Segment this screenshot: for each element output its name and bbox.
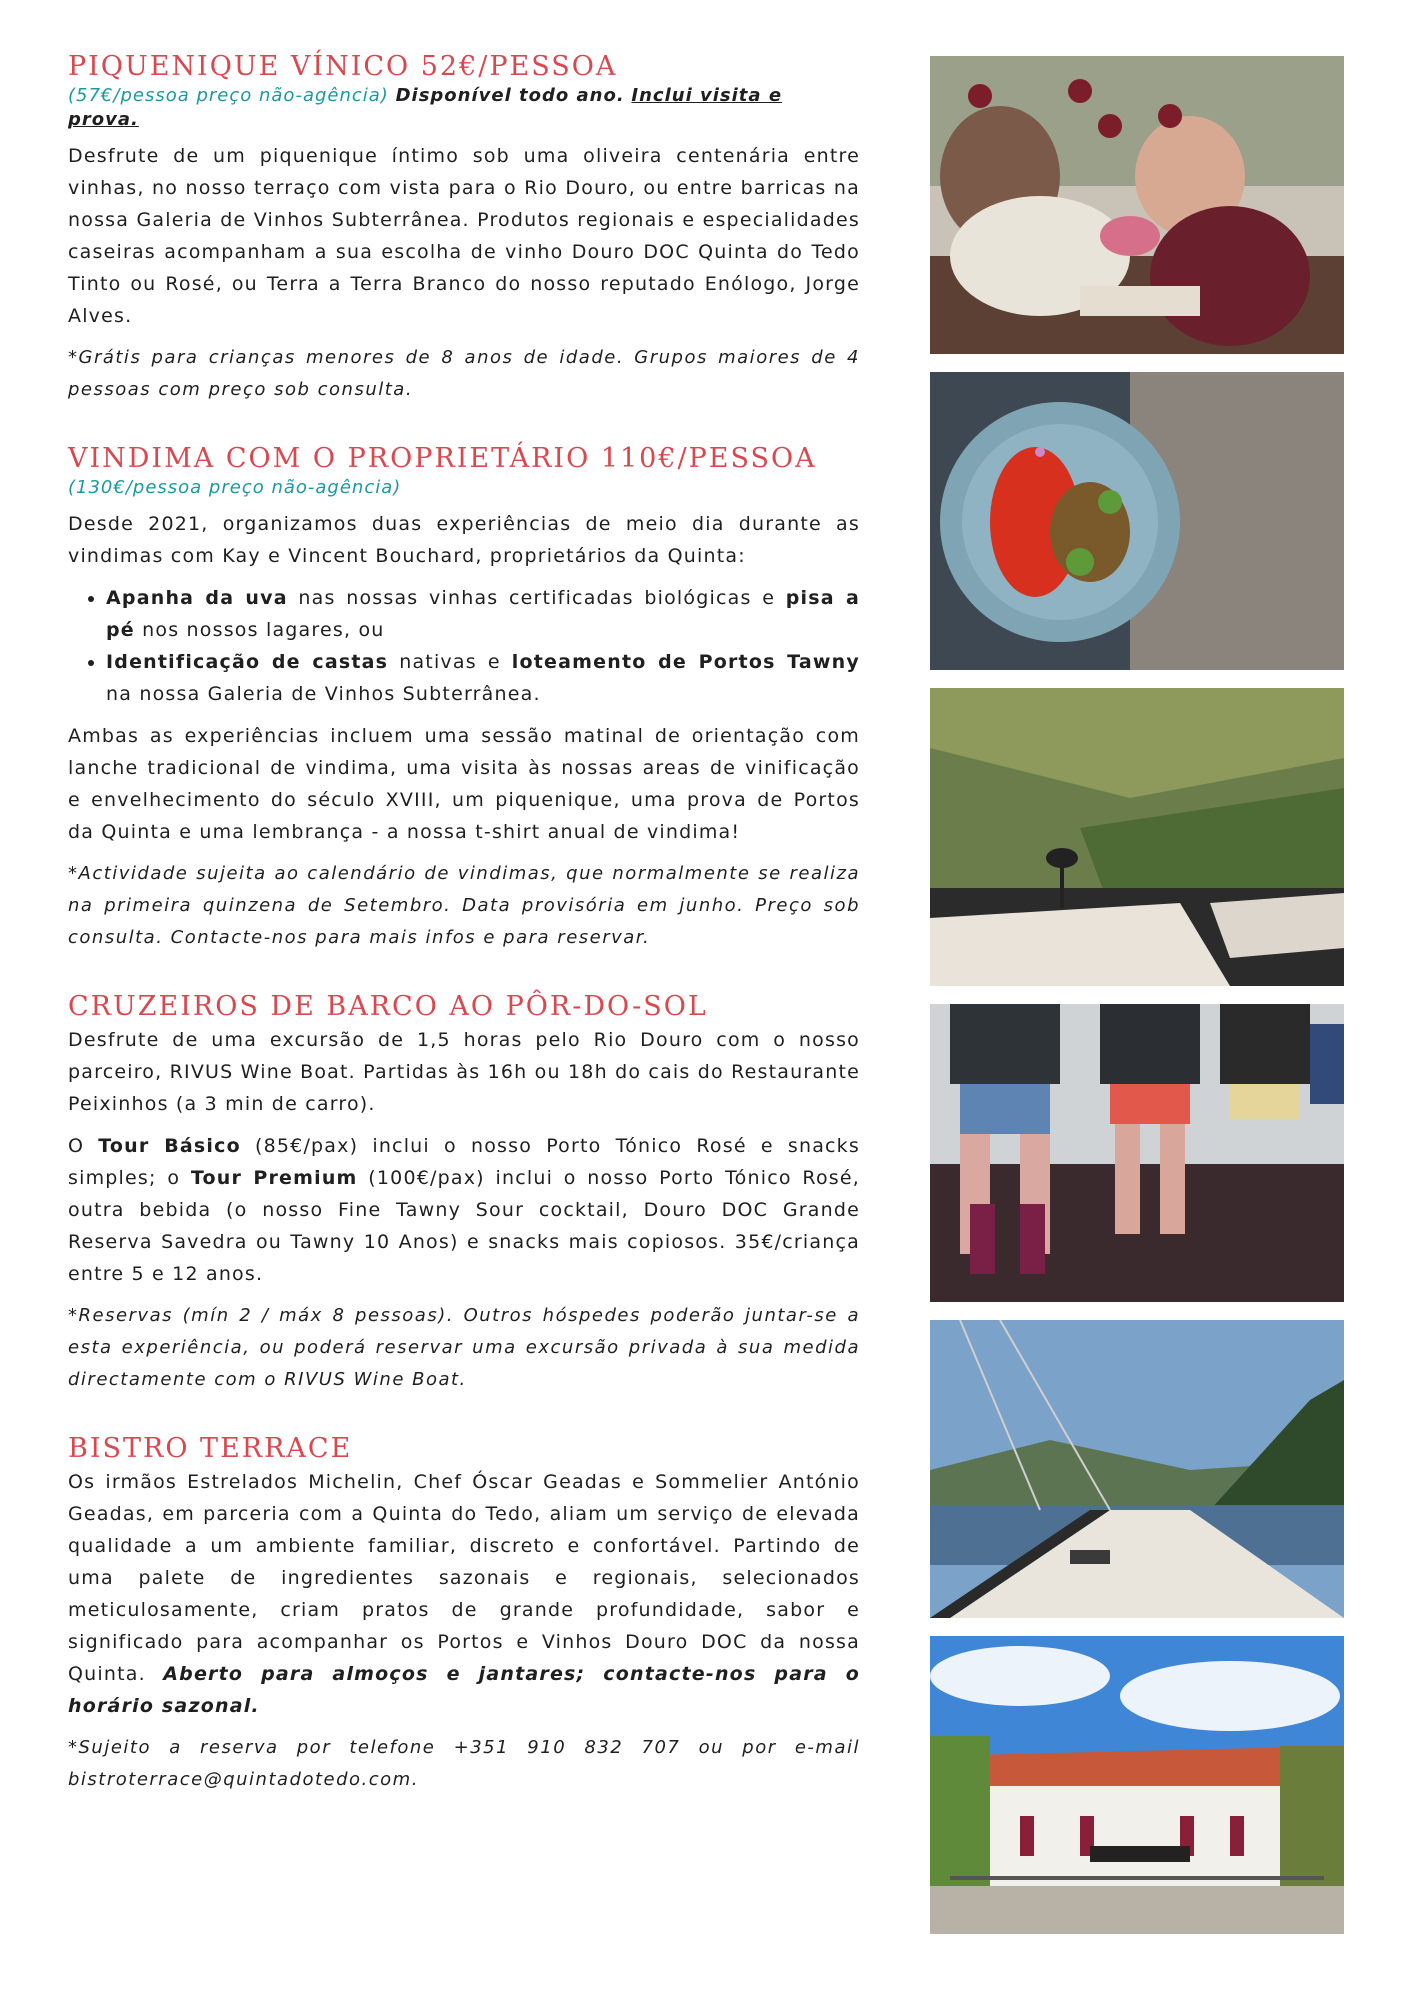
item-text: nos nossos lagares, ou (134, 619, 385, 641)
photo-restaurant-view (930, 688, 1344, 986)
tour-text: (100€/pax) inclui o nosso Porto Tónico Rosé, outra bebida (o nosso Fine Tawny Sour cocktail, Douro DOC Grande Reserva Savedra ou Tawny 10 Anos) e snacks mais copiosos. 35€/criança entre 5 e 12 anos. (68, 1167, 860, 1285)
photo-grape-stomping (930, 1004, 1344, 1302)
picnic-price-note: (57€/pessoa preço não-agência) (68, 85, 389, 106)
cruise-tours (68, 1130, 860, 1290)
photo-column (930, 56, 1344, 1952)
item-bold: Apanha da uva (106, 587, 288, 609)
section-picnic (68, 50, 860, 406)
picnic-subtitle (68, 84, 860, 132)
photo-wine-toast (930, 56, 1344, 354)
picnic-availability: Disponível todo ano. (395, 85, 625, 106)
section-harvest (68, 442, 860, 954)
photo-courtyard (930, 1636, 1344, 1934)
bistro-body (68, 1466, 860, 1722)
photo-dish (930, 372, 1344, 670)
content-column (68, 50, 860, 1832)
tour-text: (85€/pax) inclui o nosso Porto Tónico Rosé e snacks simples; o (68, 1135, 860, 1189)
cruise-intro: Desfrute de uma excursão de 1,5 horas pelo Rio Douro com o nosso parceiro, RIVUS Wine Boat. Partidas às 16h ou 18h do cais do Restaurante Peixinhos (a 3 min de carro). (68, 1029, 860, 1115)
item-bold: pisa a pé (106, 587, 860, 641)
photo-boat-river (930, 1320, 1344, 1618)
item-text: nativas e (388, 651, 512, 673)
cruise-title: CRUZEIROS DE BARCO AO PÔR-DO-SOL (68, 991, 708, 1022)
harvest-intro: Desde 2021, organizamos duas experiências de meio dia durante as vindimas com Kay e Vincent Bouchard, proprietários da Quinta: (68, 513, 860, 567)
item-bold: loteamento de Portos Tawny (511, 651, 860, 673)
harvest-note: *Actividade sujeita ao calendário de vindimas, que normalmente se realiza na primeira quinzena de Setembro. Data provisória em junho. Preço sob consulta. Contacte-nos para mais infos e para reservar. (68, 863, 860, 948)
tour-basic: Tour Básico (98, 1135, 241, 1157)
item-bold: Identificação de castas (106, 651, 389, 673)
picnic-title: PIQUENIQUE VÍNICO 52€/PESSOA (68, 51, 618, 82)
harvest-title: VINDIMA COM O PROPRIETÁRIO 110€/PESSOA (68, 443, 817, 474)
bistro-hours: Aberto para almoços e jantares; contacte-nos para o horário sazonal. (68, 1663, 861, 1717)
harvest-body: Ambas as experiências incluem uma sessão matinal de orientação com lanche tradicional de vindima, uma visita às nossas areas de vinificação e envelhecimento do século XVIII, um piquenique, uma prova de Portos da Quinta e uma lembrança - a nossa t-shirt anual de vindima! (68, 725, 860, 843)
harvest-list (68, 582, 860, 710)
picnic-includes: Inclui visita e prova. (68, 85, 783, 130)
section-cruise (68, 990, 860, 1396)
item-text: nas nossas vinhas certificadas biológicas e (287, 587, 786, 609)
picnic-body: Desfrute de um piquenique íntimo sob uma oliveira centenária entre vinhas, no nosso terraço com vista para o Rio Douro, ou entre barricas na nossa Galeria de Vinhos Subterrânea. Produtos regionais e especialidades caseiras acompanham a sua escolha de vinho Douro DOC Quinta do Tedo Tinto ou Rosé, ou Terra a Terra Branco do nosso reputado Enólogo, Jorge Alves. (68, 145, 860, 327)
section-bistro (68, 1432, 860, 1796)
picnic-note: *Grátis para crianças menores de 8 anos de idade. Grupos maiores de 4 pessoas com preço sob consulta. (68, 347, 860, 400)
list-item (106, 646, 860, 710)
item-text: na nossa Galeria de Vinhos Subterrânea. (106, 683, 541, 705)
list-item (106, 582, 860, 646)
bistro-text: Os irmãos Estrelados Michelin, Chef Óscar Geadas e Sommelier António Geadas, em parceria com a Quinta do Tedo, aliam um serviço de elevada qualidade a um ambiente familiar, discreto e confortável. Partindo de uma palete de ingredientes sazonais e regionais, selecionados meticulosamente, criam pratos de grande profundidade, sabor e significado para acompanhar os Portos e Vinhos Douro DOC da nossa Quinta. (68, 1471, 860, 1685)
cruise-note: *Reservas (mín 2 / máx 8 pessoas). Outros hóspedes poderão juntar-se a esta experiência, ou poderá reservar uma excursão privada à sua medida directamente com o RIVUS Wine Boat. (68, 1305, 860, 1390)
harvest-price-note: (130€/pessoa preço não-agência) (68, 477, 402, 498)
tour-text: O (68, 1135, 99, 1157)
bistro-note: *Sujeito a reserva por telefone +351 910 832 707 ou por e-mail bistroterrace@quintadotedo.com. (68, 1737, 860, 1790)
tour-premium: Tour Premium (190, 1167, 358, 1189)
bistro-title: BISTRO TERRACE (68, 1433, 353, 1464)
